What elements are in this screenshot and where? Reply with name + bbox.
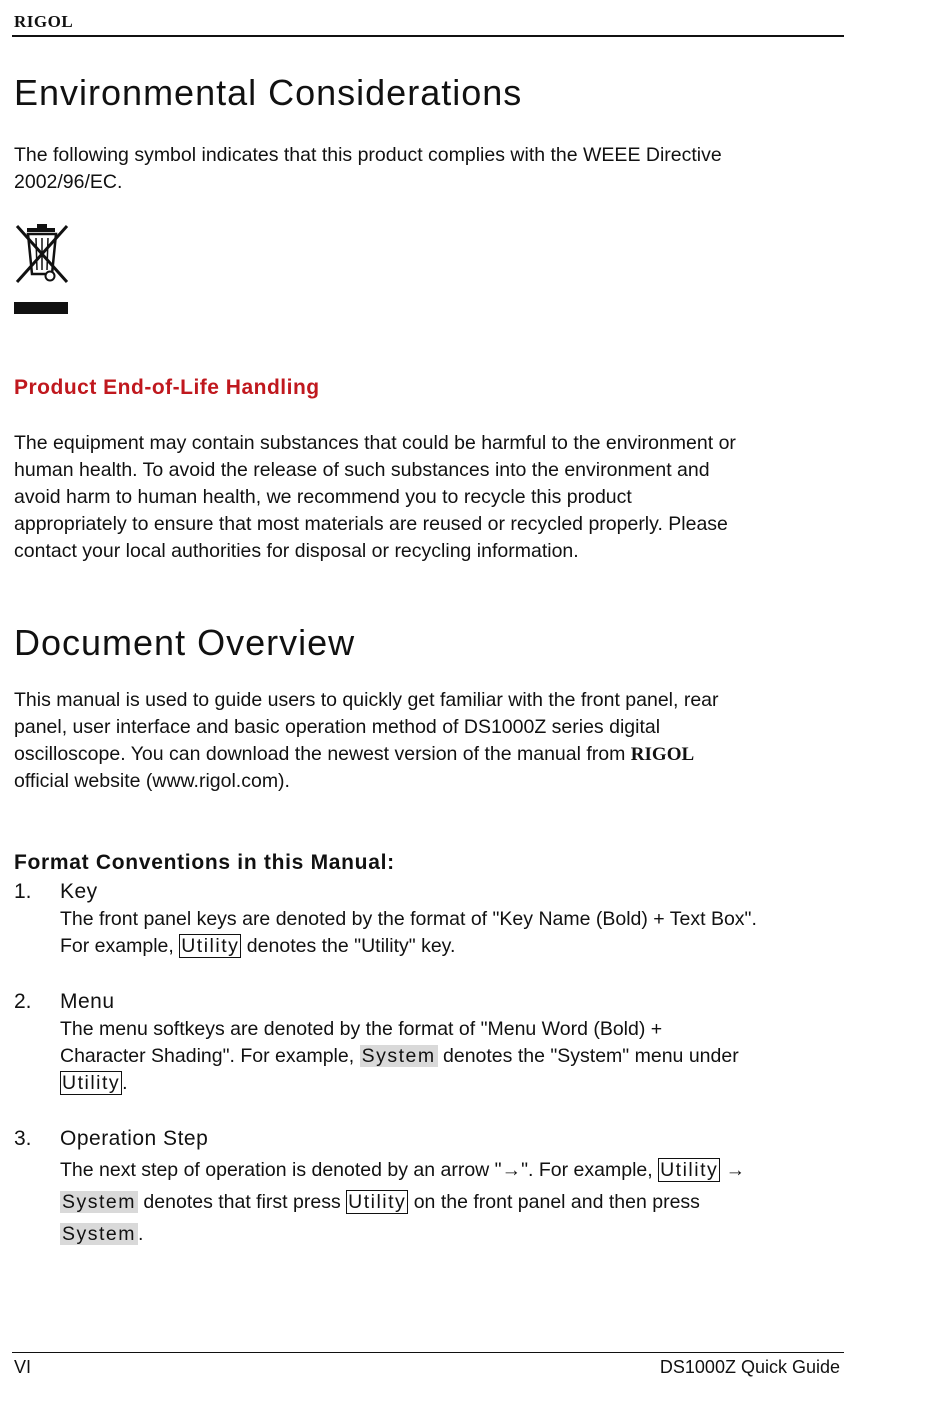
overview-title: Document Overview	[14, 622, 356, 663]
list-line: Character Shading". For example,	[60, 1045, 360, 1067]
list-line: denotes the "System" menu under	[437, 1045, 739, 1067]
system-menu-shading: System	[361, 1045, 436, 1067]
list-line: The next step of operation is denoted by an arrow "	[60, 1159, 502, 1181]
system-menu-shading: System	[62, 1191, 137, 1213]
overview-line: panel, user interface and basic operation method of DS1000Z series digital	[14, 716, 661, 738]
env-intro	[14, 142, 849, 196]
eol-line: appropriately to ensure that most materials are reused or recycled properly. Please	[14, 513, 728, 535]
list-number: 1.	[14, 880, 32, 903]
overview-line: This manual is used to guide users to quickly get familiar with the front panel, rear	[14, 689, 719, 711]
eol-paragraph	[14, 430, 849, 565]
list-number: 2.	[14, 990, 32, 1013]
eol-heading: Product End-of-Life Handling	[14, 376, 320, 399]
list-number: 3.	[14, 1127, 32, 1150]
footer-page-number: VI	[14, 1357, 32, 1377]
conventions-heading: Format Conventions in this Manual:	[14, 851, 395, 874]
list-line: .	[122, 1072, 128, 1094]
weee-crossed-bin-icon	[14, 222, 70, 318]
list-text-operation-step	[60, 1154, 860, 1250]
overview-line: official website (www.rigol.com).	[14, 770, 290, 792]
arrow-icon: →	[501, 1159, 522, 1181]
list-line: denotes the "Utility" key.	[241, 935, 456, 957]
list-title-operation-step: Operation Step	[60, 1127, 209, 1150]
utility-key-box: Utility	[348, 1191, 407, 1213]
env-intro-line2: 2002/96/EC.	[14, 171, 123, 193]
utility-key-box: Utility	[660, 1159, 719, 1181]
utility-key-box: Utility	[62, 1072, 121, 1094]
header-rule	[12, 35, 844, 37]
rigol-brand-inline: RIGOL	[630, 744, 695, 765]
list-line: For example,	[60, 935, 180, 957]
list-line: The menu softkeys are denoted by the format of "Menu Word (Bold) +	[60, 1018, 663, 1040]
utility-key-box: Utility	[181, 935, 240, 957]
overview-paragraph	[14, 687, 849, 795]
list-text-menu	[60, 1016, 860, 1097]
footer-rule	[12, 1352, 844, 1353]
env-intro-line1: The following symbol indicates that this product complies with the WEEE Directive	[14, 144, 722, 166]
header-brand-logo: RIGOL	[14, 12, 74, 31]
list-title-menu: Menu	[60, 990, 115, 1013]
overview-line: oscilloscope. You can download the newest version of the manual from	[14, 743, 631, 765]
list-title-key: Key	[60, 880, 98, 903]
eol-line: avoid harm to human health, we recommend you to recycle this product	[14, 486, 632, 508]
arrow-icon: →	[725, 1159, 746, 1181]
list-line: on the front panel and then press	[408, 1191, 700, 1213]
eol-line: human health. To avoid the release of such substances into the environment and	[14, 459, 710, 481]
list-line: The front panel keys are denoted by the format of "Key Name (Bold) + Text Box".	[60, 908, 757, 930]
list-line: .	[138, 1223, 144, 1245]
list-text-key	[60, 906, 860, 960]
list-line: ". For example,	[521, 1159, 659, 1181]
env-title: Environmental Considerations	[14, 72, 523, 113]
system-menu-shading: System	[62, 1223, 137, 1245]
list-line: denotes that first press	[138, 1191, 347, 1213]
eol-line: contact your local authorities for disposal or recycling information.	[14, 540, 579, 562]
eol-line: The equipment may contain substances that could be harmful to the environment or	[14, 432, 736, 454]
footer-doc-title: DS1000Z Quick Guide	[659, 1357, 840, 1377]
